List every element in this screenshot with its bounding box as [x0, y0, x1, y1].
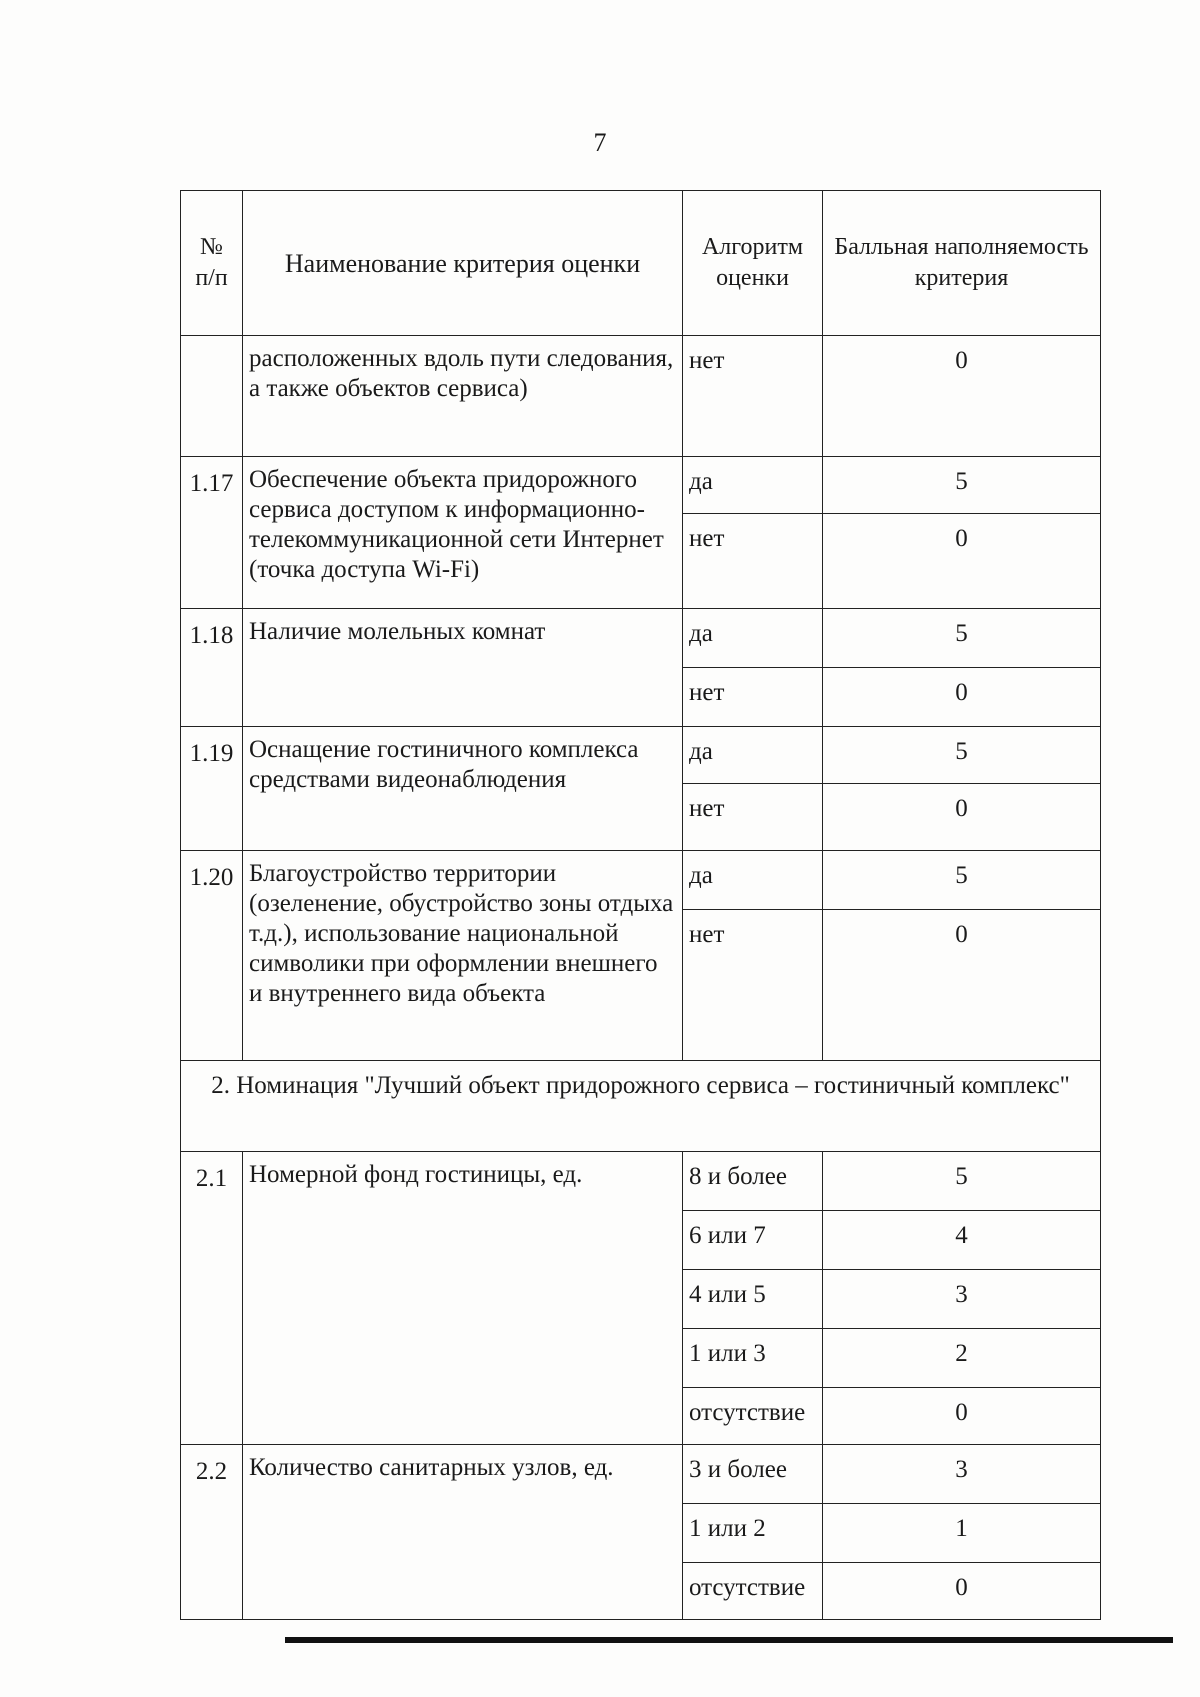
table-row: [181, 727, 1101, 784]
table-row: [181, 1445, 1101, 1504]
criterion-name: Номерной фонд гостиницы, ед.: [243, 1152, 683, 1445]
algorithm-value: да: [683, 851, 823, 910]
header-name: Наименование критерия оценки: [243, 191, 683, 336]
score-value: 0: [823, 784, 1101, 851]
score-value: 0: [823, 336, 1101, 457]
criterion-number: [181, 336, 243, 457]
algorithm-value: 6 или 7: [683, 1211, 823, 1270]
algorithm-value: да: [683, 727, 823, 784]
algorithm-value: нет: [683, 668, 823, 727]
header-num: № п/п: [181, 191, 243, 336]
table-row: [181, 1152, 1101, 1211]
score-value: 5: [823, 609, 1101, 668]
criterion-name: расположенных вдоль пути следования, а также объектов сервиса): [243, 336, 683, 457]
criterion-name: Обеспечение объекта придорожного сервиса доступом к информационно-телекоммуникационной сети Интернет (точка доступа Wi-Fi): [243, 457, 683, 609]
algorithm-value: 3 и более: [683, 1445, 823, 1504]
criterion-number: 1.18: [181, 609, 243, 727]
algorithm-value: 1 или 3: [683, 1329, 823, 1388]
score-value: 0: [823, 1563, 1101, 1620]
score-value: 2: [823, 1329, 1101, 1388]
score-value: 0: [823, 910, 1101, 1061]
criterion-name: Количество санитарных узлов, ед.: [243, 1445, 683, 1620]
criterion-number: 2.1: [181, 1152, 243, 1445]
score-value: 5: [823, 457, 1101, 514]
criterion-number: 1.19: [181, 727, 243, 851]
table-row: [181, 851, 1101, 910]
table-row: [181, 609, 1101, 668]
nomination-title: 2. Номинация "Лучший объект придорожного сервиса – гостиничный комплекс": [181, 1061, 1101, 1152]
algorithm-value: 4 или 5: [683, 1270, 823, 1329]
algorithm-value: да: [683, 609, 823, 668]
criterion-number: 2.2: [181, 1445, 243, 1620]
criterion-number: 1.17: [181, 457, 243, 609]
algorithm-value: да: [683, 457, 823, 514]
criterion-name: Оснащение гостиничного комплекса средствами видеонаблюдения: [243, 727, 683, 851]
header-algorithm: Алгоритм оценки: [683, 191, 823, 336]
page-number: 7: [593, 128, 607, 157]
algorithm-value: 1 или 2: [683, 1504, 823, 1563]
table-body: [181, 336, 1101, 1620]
algorithm-value: отсутствие: [683, 1388, 823, 1445]
algorithm-value: нет: [683, 784, 823, 851]
criterion-name: Наличие молельных комнат: [243, 609, 683, 727]
criteria-table: [180, 190, 1101, 1620]
score-value: 0: [823, 514, 1101, 609]
criterion-number: 1.20: [181, 851, 243, 1061]
table-header-row: [181, 191, 1101, 336]
score-value: 0: [823, 1388, 1101, 1445]
score-value: 1: [823, 1504, 1101, 1563]
score-value: 3: [823, 1445, 1101, 1504]
score-value: 4: [823, 1211, 1101, 1270]
score-value: 5: [823, 727, 1101, 784]
algorithm-value: отсутствие: [683, 1563, 823, 1620]
algorithm-value: нет: [683, 336, 823, 457]
header-score: Балльная наполняемость критерия: [823, 191, 1101, 336]
nomination-row: [181, 1061, 1101, 1152]
score-value: 5: [823, 851, 1101, 910]
algorithm-value: 8 и более: [683, 1152, 823, 1211]
score-value: 3: [823, 1270, 1101, 1329]
table-row: [181, 457, 1101, 514]
bottom-rule: [285, 1637, 1173, 1643]
score-value: 5: [823, 1152, 1101, 1211]
criterion-name: Благоустройство территории (озеленение, обустройство зоны отдыха т.д.), использование национальной символики при оформлении внешнего и внутреннего вида объекта: [243, 851, 683, 1061]
score-value: 0: [823, 668, 1101, 727]
algorithm-value: нет: [683, 514, 823, 609]
table-row: [181, 336, 1101, 457]
algorithm-value: нет: [683, 910, 823, 1061]
